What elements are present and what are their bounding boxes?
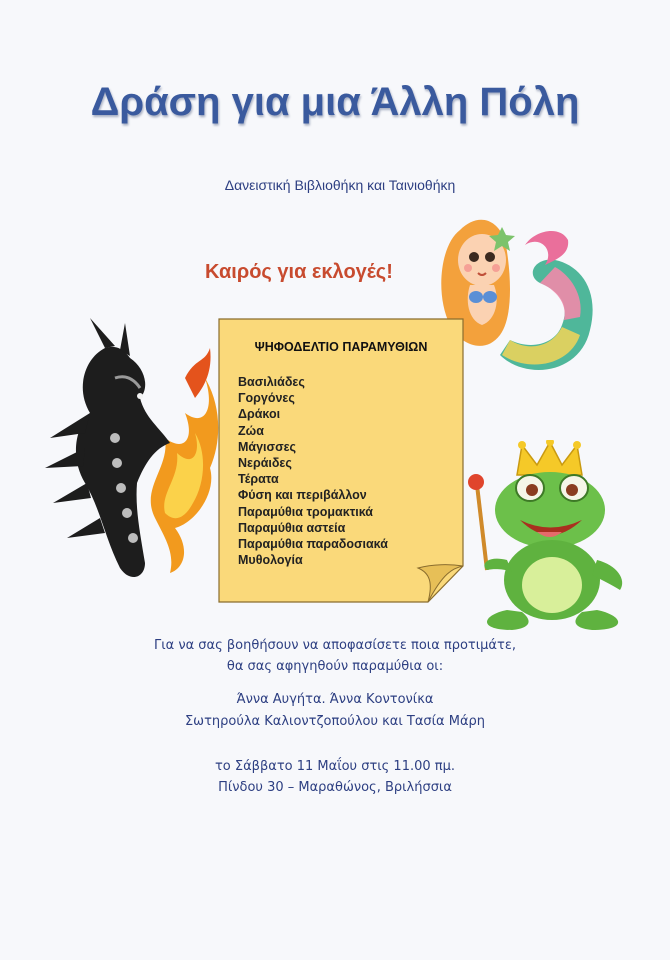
ballot-option: Παραμύθια παραδοσιακά [238, 537, 388, 552]
ballot-option: Μάγισσες [238, 439, 297, 454]
ballot-option: Παραμύθια τρομακτικά [238, 504, 373, 519]
ballot-option: Νεράιδες [238, 456, 292, 471]
ballot-heading: ΨΗΦΟΔΕΛΤΙΟ ΠΑΡΑΜΥΘΙΩΝ [254, 340, 428, 354]
poster-subtitle: Δανειστική Βιβλιοθήκη και Ταινιοθήκη [224, 177, 456, 193]
ballot-option: Μυθολογία [238, 553, 303, 568]
ballot-paper [218, 318, 464, 603]
ballot-option: Δράκοι [238, 407, 281, 422]
poster-title: Δράση για μια Άλλη Πόλη [90, 80, 580, 124]
storytellers-line-2: Σωτηρούλα Καλιοντζοπούλου και Τασία Μάρη [184, 714, 486, 729]
storytellers-line-1: Άννα Αυγήτα. Άννα Κοντονίκα [236, 692, 434, 707]
event-address: Πίνδου 30 – Μαραθώνος, Βριλήσσια [218, 780, 452, 795]
event-date: το Σάββατο 11 Μαΐου στις 11.00 πμ. [214, 759, 456, 774]
ballot-option: Τέρατα [238, 472, 279, 487]
ballot-option: Ζώα [238, 423, 264, 438]
ballot-option: Γοργόνες [238, 391, 295, 406]
invite-line-2: θα σας αφηγηθούν παραμύθια οι: [226, 659, 444, 674]
ballot-option: Παραμύθια αστεία [238, 520, 346, 535]
ballot-options [238, 374, 388, 568]
election-heading: Καιρός για εκλογές! [205, 261, 393, 283]
frog-prince-illustration [462, 440, 632, 632]
invite-line-1: Για να σας βοηθήσουν να αποφασίσετε ποια προτιμάτε, [154, 638, 516, 653]
ballot-option: Βασιλιάδες [238, 375, 305, 389]
ballot-option: Φύση και περιβάλλον [238, 488, 367, 503]
dragon-illustration [45, 318, 220, 593]
